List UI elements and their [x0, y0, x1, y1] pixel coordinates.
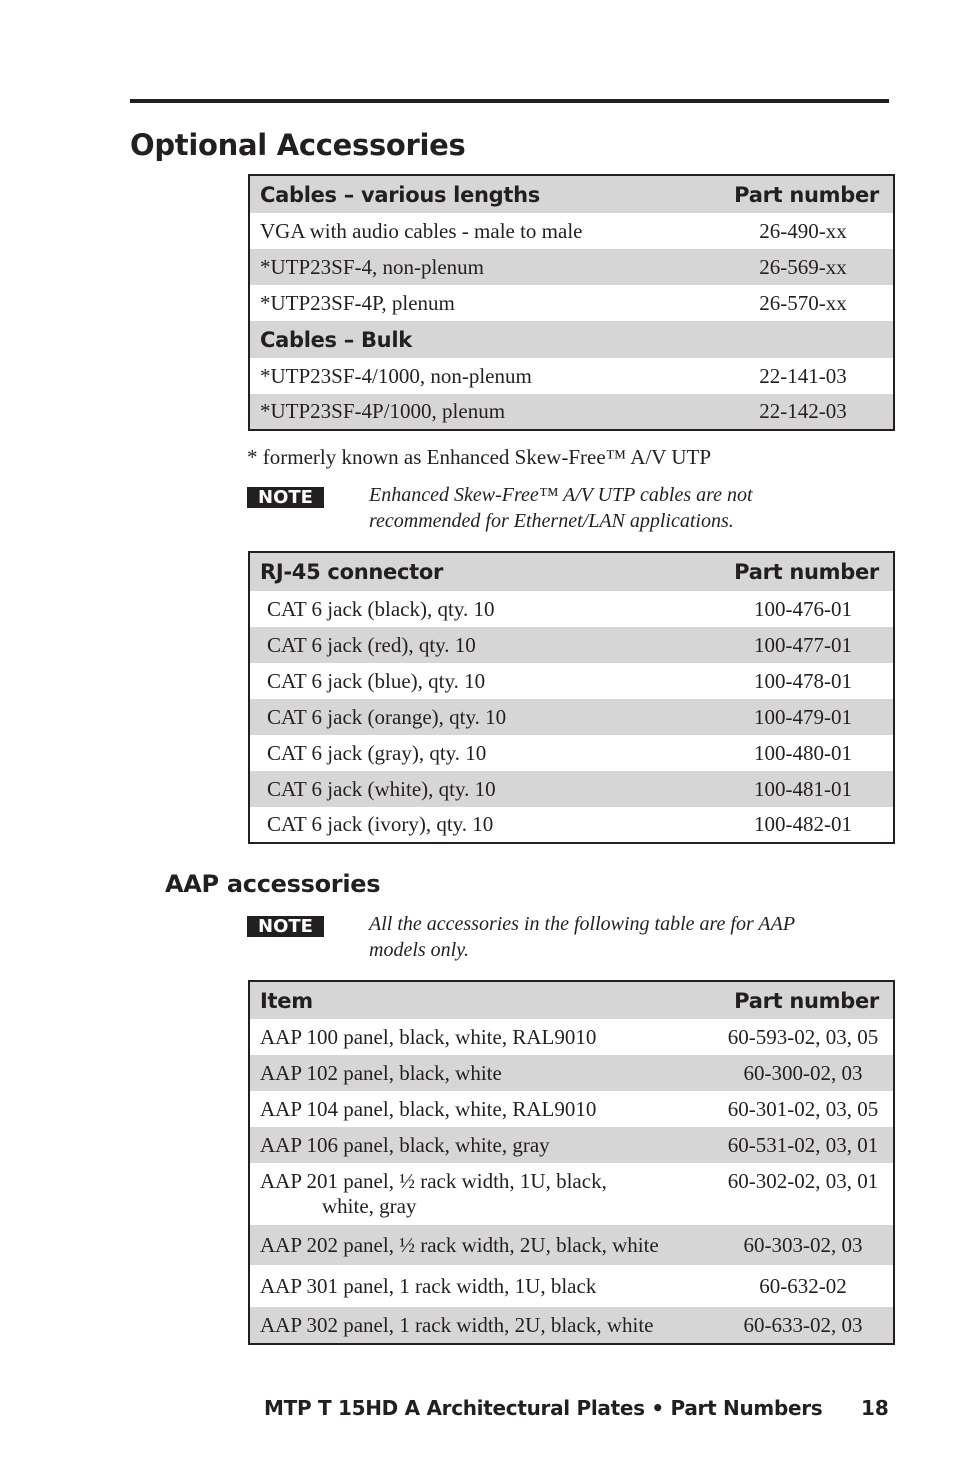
table-row: [250, 627, 893, 663]
table-row: [250, 1225, 893, 1265]
part-number: 60-302-02, 03, 01: [727, 1169, 879, 1193]
part-number: 26-490-xx: [759, 218, 847, 243]
part-number: 60-633-02, 03: [743, 1312, 863, 1337]
table-header: [250, 982, 893, 1019]
item-name: CAT 6 jack (orange), qty. 10: [267, 704, 507, 729]
table-row: [250, 213, 893, 249]
top-rule: [130, 99, 889, 103]
note-text: All the accessories in the following table are for AAP models only.: [369, 913, 795, 961]
item-name: AAP 104 panel, black, white, RAL9010: [260, 1096, 597, 1121]
column-header-part: Part number: [734, 182, 879, 207]
column-header-part: Part number: [734, 560, 879, 584]
page-number: 18: [861, 1396, 889, 1420]
table-row: [250, 1055, 893, 1091]
footer-title: MTP T 15HD A Architectural Plates • Part Numbers: [264, 1396, 823, 1420]
table-row: [250, 358, 893, 394]
item-name: CAT 6 jack (blue), qty. 10: [267, 668, 486, 693]
table-row: [250, 1127, 893, 1163]
table-row: [250, 807, 893, 842]
part-number: 100-481-01: [754, 776, 852, 801]
table-row: [250, 394, 893, 429]
item-name: *UTP23SF-4P/1000, plenum: [260, 399, 506, 423]
section-heading: AAP accessories: [165, 870, 381, 898]
item-name: Cables – Bulk: [260, 327, 412, 352]
table-header: [250, 553, 893, 591]
item-name: [250, 1169, 713, 1219]
part-number: 100-480-01: [754, 740, 852, 765]
part-number: 26-569-xx: [759, 254, 847, 279]
table-row: [250, 1091, 893, 1127]
table-row: [250, 1019, 893, 1055]
item-name: VGA with audio cables - male to male: [260, 218, 583, 243]
item-name: AAP 301 panel, 1 rack width, 1U, black: [260, 1273, 597, 1298]
item-name: AAP 202 panel, ½ rack width, 2U, black, white: [260, 1232, 659, 1257]
column-header-item: Item: [260, 988, 313, 1013]
note-badge: NOTE: [247, 487, 324, 508]
part-number: 22-141-03: [759, 363, 847, 388]
table-row: [250, 699, 893, 735]
note-text: Enhanced Skew-Free™ A/V UTP cables are not recommended for Ethernet/LAN applications.: [369, 484, 753, 532]
part-number: 60-593-02, 03, 05: [727, 1024, 879, 1049]
part-number: 60-301-02, 03, 05: [727, 1096, 879, 1121]
table-row: [250, 285, 893, 321]
item-name: *UTP23SF-4/1000, non-plenum: [260, 363, 532, 388]
part-number: 100-477-01: [754, 632, 852, 657]
part-number: 60-632-02: [759, 1273, 847, 1298]
part-number: 100-476-01: [754, 596, 852, 621]
part-number: 100-479-01: [754, 704, 852, 729]
part-number: 100-478-01: [754, 668, 852, 693]
part-number: 22-142-03: [759, 399, 847, 423]
table-header: [250, 176, 893, 213]
item-name: AAP 106 panel, black, white, gray: [260, 1132, 550, 1157]
item-name: CAT 6 jack (ivory), qty. 10: [267, 812, 494, 836]
part-number: 60-531-02, 03, 01: [727, 1132, 879, 1157]
table-row: [250, 663, 893, 699]
item-name: AAP 102 panel, black, white: [260, 1060, 502, 1085]
item-name: *UTP23SF-4P, plenum: [260, 290, 455, 315]
cables-table: [248, 174, 895, 431]
item-name: CAT 6 jack (black), qty. 10: [267, 596, 495, 621]
aap-table: [248, 980, 895, 1345]
item-name: AAP 100 panel, black, white, RAL9010: [260, 1024, 597, 1049]
part-number: 26-570-xx: [759, 290, 847, 315]
item-name: CAT 6 jack (gray), qty. 10: [267, 740, 487, 765]
rj45-table: [248, 551, 895, 844]
column-header-item: Cables – various lengths: [260, 182, 540, 207]
item-name: *UTP23SF-4, non-plenum: [260, 254, 485, 279]
table-row: [250, 771, 893, 807]
note-badge: NOTE: [247, 916, 324, 937]
table-row: [250, 1163, 893, 1225]
item-name-line2: white, gray: [322, 1194, 417, 1218]
footnote: * formerly known as Enhanced Skew-Free™ A/V UTP: [247, 445, 712, 469]
item-name: CAT 6 jack (white), qty. 10: [267, 776, 496, 801]
table-row: [250, 1307, 893, 1343]
item-name: CAT 6 jack (red), qty. 10: [267, 632, 476, 657]
column-header-part: Part number: [734, 988, 879, 1013]
page-title: Optional Accessories: [130, 128, 466, 162]
table-row: [250, 1265, 893, 1307]
table-row: [250, 735, 893, 771]
table-row: [250, 591, 893, 627]
item-name-line1: AAP 201 panel, ½ rack width, 1U, black,: [260, 1169, 607, 1193]
table-row: [250, 249, 893, 285]
item-name: AAP 302 panel, 1 rack width, 2U, black, white: [260, 1312, 654, 1337]
column-header-item: RJ-45 connector: [260, 560, 444, 584]
part-number: 60-303-02, 03: [743, 1232, 863, 1257]
table-subheader: [250, 321, 893, 358]
part-number: 100-482-01: [754, 812, 852, 836]
part-number: 60-300-02, 03: [743, 1060, 863, 1085]
